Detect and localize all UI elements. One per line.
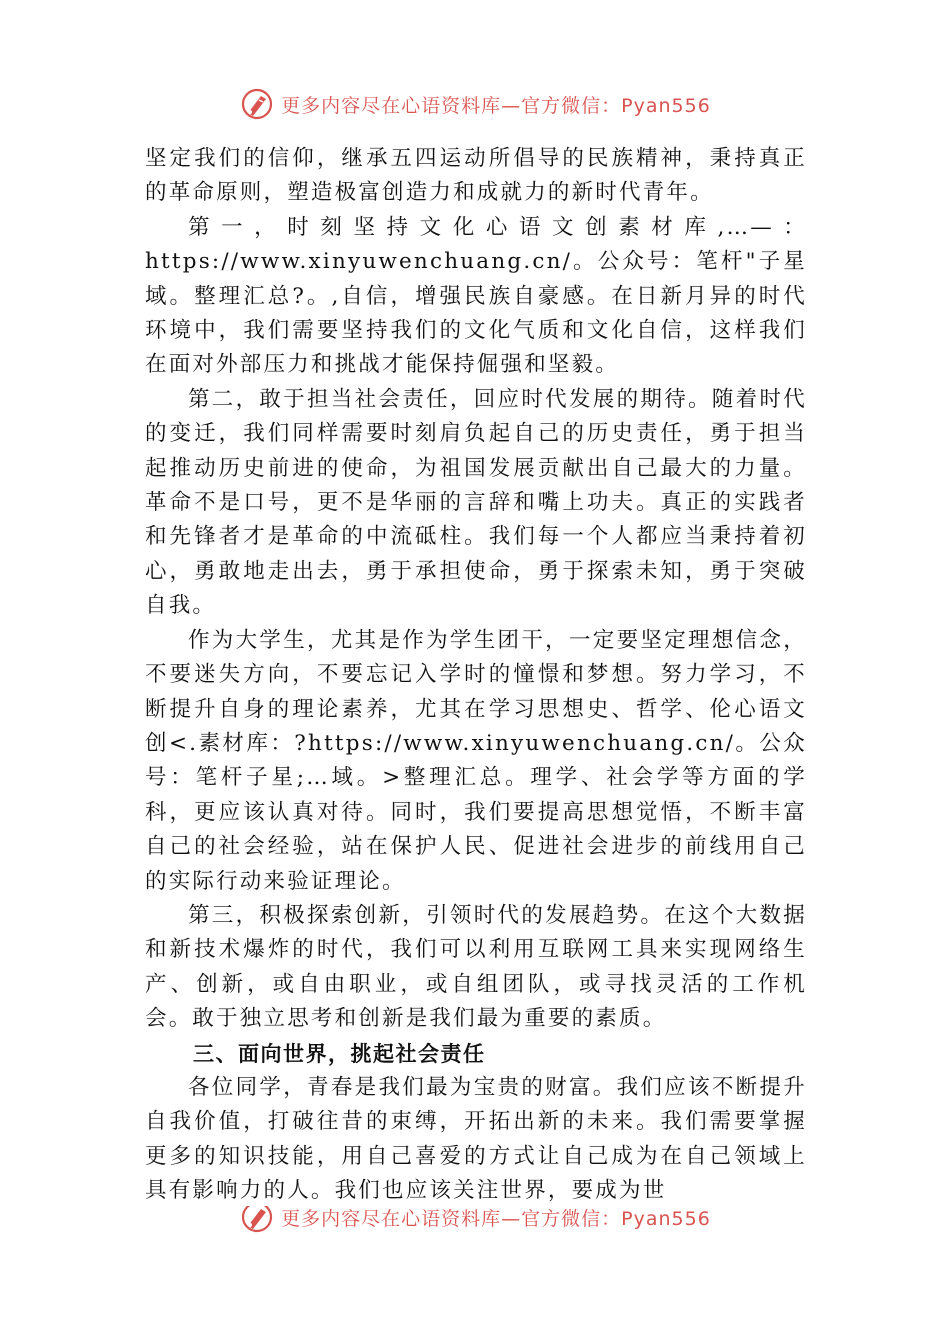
- paragraph-3: 第二，敢于担当社会责任，回应时代发展的期待。随着时代的变迁，我们同样需要时刻肩负起自己的历史责任，勇于担当起推动历史前进的使命，为祖国发展贡献出自己最大的力量。革命不是口号，更不是华丽的言辞和嘴上功夫。真正的实践者和先锋者才是革命的中流砥柱。我们每一个人都应当秉持着初心，勇敢地走出去，勇于承担使命，勇于探索未知，勇于突破自我。: [145, 386, 807, 619]
- paragraph-2: 第一，时刻坚持文化心语文创素材库,…—：https://www.xinyuwenchuang.cn/。公众号：笔杆"子星域。整理汇总?。,自信，增强民族自豪感。在日新月异的时代环境中，我们需要坚持我们的文化气质和文化自信，这样我们在面对外部压力和挑战才能保持倔强和坚毅。: [145, 214, 807, 378]
- paragraph-4: 作为大学生，尤其是作为学生团干，一定要坚定理想信念，不要迷失方向，不要忘记入学时的憧憬和梦想。努力学习，不断提升自身的理论素养，尤其在学习思想史、哲学、伦心语文创<.素材库：?https://www.xinyuwenchuang.cn/。公众号：笔杆子星;…域。>整理汇总。理学、社会学等方面的学科，更应该认真对待。同时，我们要提高思想觉悟，不断丰富自己的社会经验，站在保护人民、促进社会进步的前线用自己的实际行动来验证理论。: [145, 627, 807, 894]
- header-watermark-text: 更多内容尽在心语资料库—官方微信：Pyan556: [281, 94, 711, 117]
- footer-watermark-text: 更多内容尽在心语资料库—官方微信：Pyan556: [281, 1207, 711, 1230]
- document-body: [145, 142, 807, 1209]
- paragraph-5: 第三，积极探索创新，引领时代的发展趋势。在这个大数据和新技术爆炸的时代，我们可以利用互联网工具来实现网络生产、创新，或自由职业，或自组团队，或寻找灵活的工作机会。敢于独立思考和创新是我们最为重要的素质。: [145, 902, 807, 1032]
- paragraph-6: 各位同学，青春是我们最为宝贵的财富。我们应该不断提升自我价值，打破往昔的束缚，开拓出新的未来。我们需要掌握更多的知识技能，用自己喜爱的方式让自己成为在自己领域上具有影响力的人。我们也应该关注世界，要成为世: [145, 1074, 807, 1204]
- section-heading: 三、面向世界，挑起社会责任: [193, 1041, 486, 1066]
- footer-watermark: [0, 1206, 950, 1236]
- pen-nib-logo-icon: [239, 1206, 275, 1235]
- paragraph-1: 坚定我们的信仰，继承五四运动所倡导的民族精神，秉持真正的革命原则，塑造极富创造力和成就力的新时代青年。: [145, 146, 807, 206]
